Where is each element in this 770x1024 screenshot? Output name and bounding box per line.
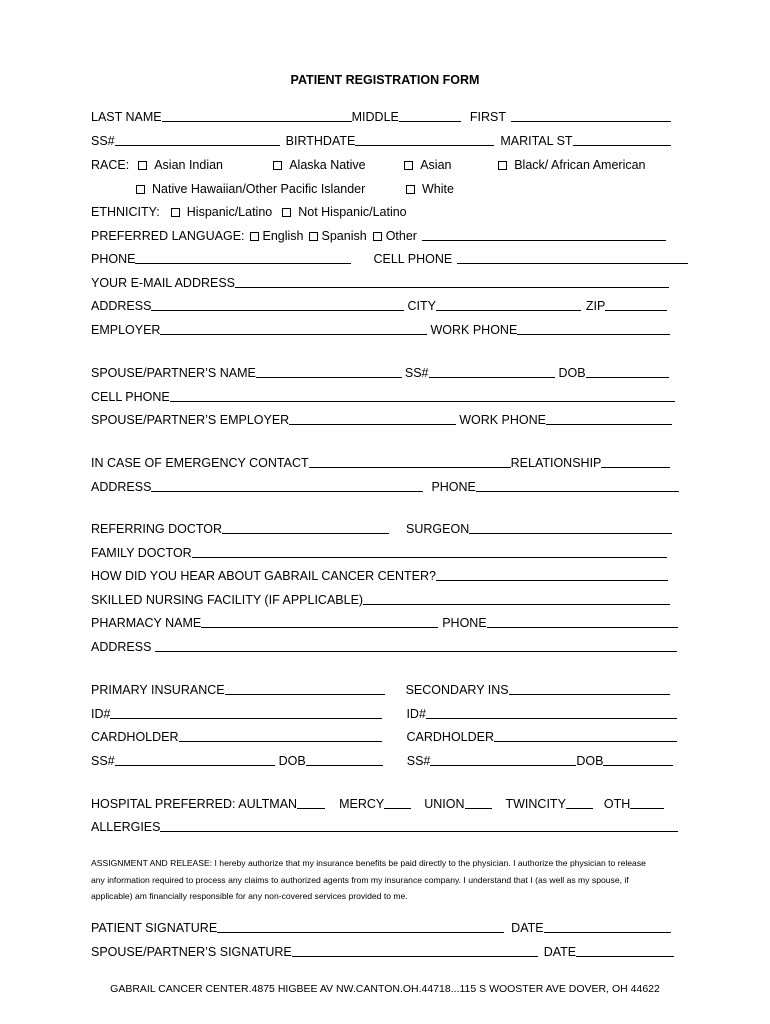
hospital-row xyxy=(91,795,681,811)
race-asian-checkbox[interactable] xyxy=(404,161,413,170)
secondary-dob-field[interactable] xyxy=(603,765,673,766)
referring-doctor-label: REFERRING DOCTOR xyxy=(91,522,223,536)
spouse-cell-label: CELL PHONE xyxy=(91,390,170,404)
patient-signature-row xyxy=(91,919,681,935)
race-alaska-native-checkbox[interactable] xyxy=(273,161,282,170)
patient-date-label: DATE xyxy=(511,921,544,935)
language-label: PREFERRED LANGUAGE: xyxy=(91,229,245,243)
work-phone-label: WORK PHONE xyxy=(430,323,518,337)
phone-label: PHONE xyxy=(91,252,136,266)
family-doctor-label: FAMILY DOCTOR xyxy=(91,546,192,560)
primary-ss-field[interactable] xyxy=(115,765,275,766)
work-phone-field[interactable] xyxy=(517,334,670,335)
emergency-address-row xyxy=(91,478,681,494)
emergency-phone-field[interactable] xyxy=(476,491,679,492)
cell-phone-label: CELL PHONE xyxy=(373,252,453,266)
spouse-cell-field[interactable] xyxy=(170,401,675,402)
patient-signature-label: PATIENT SIGNATURE xyxy=(91,921,218,935)
ethnicity-hispanic-checkbox[interactable] xyxy=(171,208,180,217)
language-other-checkbox[interactable] xyxy=(373,232,382,241)
email-row xyxy=(91,274,681,290)
city-field[interactable] xyxy=(436,310,581,311)
spouse-employer-field[interactable] xyxy=(289,424,456,425)
nursing-facility-label: SKILLED NURSING FACILITY (IF APPLICABLE) xyxy=(91,593,364,607)
spouse-date-label: DATE xyxy=(543,945,577,959)
city-label: CITY xyxy=(407,299,436,313)
insurance-id-row xyxy=(91,705,681,721)
zip-label: ZIP xyxy=(585,299,606,313)
race-asian-indian-label: Asian Indian xyxy=(154,158,224,172)
ethnicity-label: ETHNICITY: xyxy=(91,205,160,219)
name-row xyxy=(91,108,681,124)
spouse-work-phone-field[interactable] xyxy=(546,424,672,425)
race-asian-indian-checkbox[interactable] xyxy=(138,161,147,170)
spouse-signature-row xyxy=(91,943,681,959)
surgeon-field[interactable] xyxy=(469,533,672,534)
spouse-signature-label: SPOUSE/PARTNER’S SIGNATURE xyxy=(91,945,292,959)
cardholder-row xyxy=(91,728,681,744)
hospital-mercy-field[interactable] xyxy=(384,808,411,809)
spouse-employer-label: SPOUSE/PARTNER’S EMPLOYER xyxy=(91,413,290,427)
insurance-ss-row xyxy=(91,752,681,768)
zip-field[interactable] xyxy=(605,310,667,311)
primary-dob-field[interactable] xyxy=(306,765,383,766)
nursing-facility-field[interactable] xyxy=(363,604,670,605)
primary-id-field[interactable] xyxy=(110,718,382,719)
address-label: ADDRESS xyxy=(91,299,152,313)
hospital-twincity-field[interactable] xyxy=(566,808,593,809)
spouse-name-label: SPOUSE/PARTNER’S NAME xyxy=(91,366,256,380)
spouse-name-field[interactable] xyxy=(256,377,402,378)
language-english-checkbox[interactable] xyxy=(250,232,259,241)
emergency-address-field[interactable] xyxy=(151,491,423,492)
language-other-label: Other xyxy=(385,229,417,243)
language-row xyxy=(91,227,681,243)
race-native-hawaiian-label: Native Hawaiian/Other Pacific Islander xyxy=(152,182,366,196)
address-row xyxy=(91,297,681,313)
pharmacy-address-field[interactable] xyxy=(155,651,677,652)
referring-doctor-field[interactable] xyxy=(222,533,389,534)
spouse-dob-label: DOB xyxy=(558,366,586,380)
secondary-cardholder-field[interactable] xyxy=(494,741,677,742)
employer-row xyxy=(91,321,681,337)
ethnicity-not-hispanic-checkbox[interactable] xyxy=(282,208,291,217)
hospital-label: HOSPITAL PREFERRED: AULTMAN xyxy=(91,797,298,811)
secondary-cardholder-label: CARDHOLDER xyxy=(406,730,495,744)
phone-row xyxy=(91,250,681,266)
hospital-union-field[interactable] xyxy=(465,808,492,809)
doctor-row xyxy=(91,520,681,536)
patient-date-field[interactable] xyxy=(544,932,671,933)
heard-about-field[interactable] xyxy=(436,580,668,581)
relationship-field[interactable] xyxy=(601,467,670,468)
employer-label: EMPLOYER xyxy=(91,323,161,337)
race-white-checkbox[interactable] xyxy=(406,185,415,194)
family-doctor-field[interactable] xyxy=(192,557,667,558)
form-title: PATIENT REGISTRATION FORM xyxy=(290,73,480,87)
emergency-row xyxy=(91,454,681,470)
address-field[interactable] xyxy=(151,310,404,311)
hospital-other-label: OTH xyxy=(603,797,631,811)
race-row-2 xyxy=(91,180,681,196)
language-spanish-checkbox[interactable] xyxy=(309,232,318,241)
cell-phone-field[interactable] xyxy=(457,263,688,264)
ethnicity-not-hispanic-label: Not Hispanic/Latino xyxy=(298,205,407,219)
spouse-employer-row xyxy=(91,411,681,427)
ss-label: SS# xyxy=(91,134,115,148)
last-name-label: LAST NAME xyxy=(91,110,162,124)
secondary-ss-label: SS# xyxy=(406,754,431,768)
allergies-field[interactable] xyxy=(160,831,678,832)
emergency-phone-label: PHONE xyxy=(431,480,476,494)
emergency-contact-field[interactable] xyxy=(309,467,511,468)
assignment-release-text: ASSIGNMENT AND RELEASE: I hereby authorize that my insurance benefits be paid directly to the physician. I authorize the physician to release any information required to process any claims to authorized agents from my insurance company. I understand that I (as well as my spouse, if applicable) am financially responsible for any non-covered services provided to me. xyxy=(91,858,646,901)
footer-address: GABRAIL CANCER CENTER.4875 HIGBEE AV NW.CANTON.OH.44718...115 S WOOSTER AVE DOVER, OH 44622 xyxy=(110,983,660,995)
email-field[interactable] xyxy=(235,287,669,288)
birthdate-label: BIRTHDATE xyxy=(285,134,356,148)
spouse-ss-field[interactable] xyxy=(429,377,555,378)
primary-dob-label: DOB xyxy=(278,754,306,768)
phone-field[interactable] xyxy=(135,263,351,264)
ss-row xyxy=(91,132,681,148)
email-label: YOUR E-MAIL ADDRESS xyxy=(91,276,236,290)
primary-insurance-field[interactable] xyxy=(225,694,385,695)
spouse-dob-field[interactable] xyxy=(586,377,669,378)
race-asian-label: Asian xyxy=(420,158,452,172)
race-black-label: Black/ African American xyxy=(514,158,646,172)
emergency-contact-label: IN CASE OF EMERGENCY CONTACT xyxy=(91,456,309,470)
race-black-checkbox[interactable] xyxy=(498,161,507,170)
hospital-twincity-label: TWINCITY xyxy=(505,797,566,811)
patient-signature-field[interactable] xyxy=(217,932,504,933)
race-native-hawaiian-checkbox[interactable] xyxy=(136,185,145,194)
secondary-id-field[interactable] xyxy=(426,718,677,719)
hospital-other-field[interactable] xyxy=(630,808,664,809)
primary-cardholder-field[interactable] xyxy=(179,741,382,742)
spouse-name-row xyxy=(91,364,681,380)
marital-status-field[interactable] xyxy=(573,145,671,146)
middle-label: MIDDLE xyxy=(351,110,399,124)
pharmacy-row xyxy=(91,614,681,630)
pharmacy-phone-label: PHONE xyxy=(442,616,487,630)
emergency-address-label: ADDRESS xyxy=(91,480,152,494)
ethnicity-row xyxy=(91,203,681,219)
nursing-row xyxy=(91,591,681,607)
primary-ss-label: SS# xyxy=(91,754,115,768)
race-label: RACE: xyxy=(91,158,130,172)
race-white-label: White xyxy=(422,182,454,196)
first-field[interactable] xyxy=(511,121,671,122)
ethnicity-hispanic-label: Hispanic/Latino xyxy=(186,205,273,219)
employer-field[interactable] xyxy=(160,334,427,335)
pharmacy-phone-field[interactable] xyxy=(487,627,678,628)
surgeon-label: SURGEON xyxy=(406,522,470,536)
marital-status-label: MARITAL ST xyxy=(500,134,573,148)
spouse-signature-field[interactable] xyxy=(292,956,538,957)
spouse-date-field[interactable] xyxy=(576,956,674,957)
race-row-1 xyxy=(91,156,681,172)
pharmacy-name-label: PHARMACY NAME xyxy=(91,616,202,630)
primary-cardholder-label: CARDHOLDER xyxy=(91,730,179,744)
spouse-work-phone-label: WORK PHONE xyxy=(459,413,547,427)
race-alaska-native-label: Alaska Native xyxy=(289,158,366,172)
first-label: FIRST xyxy=(469,110,506,124)
spouse-ss-label: SS# xyxy=(404,366,429,380)
allergies-label: ALLERGIES xyxy=(91,820,161,834)
language-spanish-label: Spanish xyxy=(321,229,367,243)
pharmacy-address-row xyxy=(91,638,681,654)
heard-about-label: HOW DID YOU HEAR ABOUT GABRAIL CANCER CENTER? xyxy=(91,569,436,583)
heard-about-row xyxy=(91,567,681,583)
secondary-insurance-field[interactable] xyxy=(509,694,670,695)
secondary-dob-label: DOB xyxy=(576,754,604,768)
language-english-label: English xyxy=(262,229,304,243)
allergies-row xyxy=(91,818,681,834)
primary-insurance-label: PRIMARY INSURANCE xyxy=(91,683,225,697)
secondary-ss-field[interactable] xyxy=(430,765,576,766)
relationship-label: RELATIONSHIP xyxy=(510,456,602,470)
family-doctor-row xyxy=(91,544,681,560)
primary-id-label: ID# xyxy=(91,707,111,721)
pharmacy-name-field[interactable] xyxy=(201,627,438,628)
hospital-aultman-field[interactable] xyxy=(297,808,325,809)
insurance-row xyxy=(91,681,681,697)
hospital-union-label: UNION xyxy=(424,797,465,811)
middle-field[interactable] xyxy=(399,121,461,122)
birthdate-field[interactable] xyxy=(355,145,494,146)
last-name-field[interactable] xyxy=(162,121,352,122)
spouse-cell-row xyxy=(91,388,681,404)
hospital-mercy-label: MERCY xyxy=(339,797,385,811)
pharmacy-address-label: ADDRESS xyxy=(91,640,152,654)
secondary-insurance-label: SECONDARY INS xyxy=(405,683,509,697)
secondary-id-label: ID# xyxy=(406,707,426,721)
language-other-field[interactable] xyxy=(422,240,666,241)
ss-field[interactable] xyxy=(115,145,280,146)
